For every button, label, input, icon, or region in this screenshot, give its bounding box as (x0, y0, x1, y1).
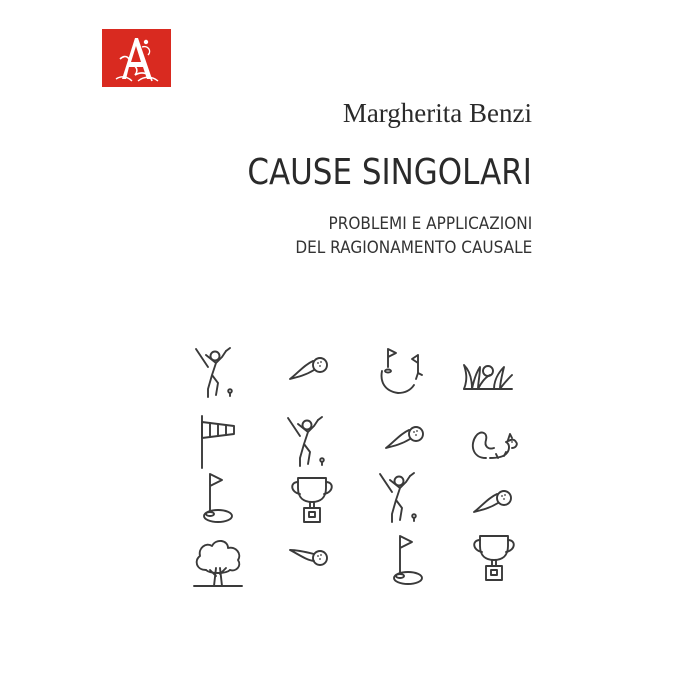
author-name: Margherita Benzi (342, 98, 532, 128)
book-subtitle (295, 212, 532, 260)
flying-ball-icon (468, 478, 524, 534)
flag-hole-icon (194, 472, 250, 528)
flying-ball-icon (284, 345, 340, 401)
golfer-icon (370, 470, 426, 526)
flag-hole-icon (384, 534, 440, 590)
windsock-icon (192, 414, 248, 470)
flying-ball-icon (380, 414, 436, 470)
trophy-icon (466, 530, 522, 586)
golfer-icon (278, 414, 334, 470)
subtitle-line-2: DEL RAGIONAMENTO CAUSALE (295, 238, 532, 258)
book-title: CAUSE SINGOLARI (247, 152, 532, 193)
course-hole-icon (376, 345, 432, 401)
flying-ball-icon (284, 532, 340, 588)
grass-ball-icon (460, 345, 516, 401)
subtitle-line-1: PROBLEMI E APPLICAZIONI (328, 214, 532, 234)
tree-icon (190, 536, 246, 592)
squirrel-icon (466, 414, 522, 470)
golfer-icon (186, 345, 242, 401)
publisher-logo (102, 29, 171, 87)
trophy-icon (284, 472, 340, 528)
